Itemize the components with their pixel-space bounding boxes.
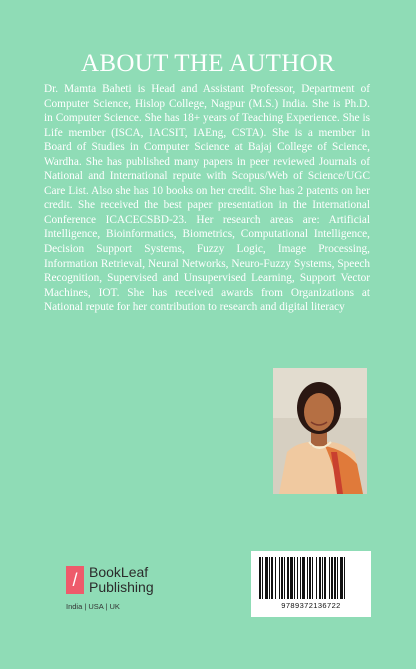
publisher-logo [66, 566, 166, 616]
barcode-icon [257, 557, 365, 599]
barcode-bar [297, 557, 298, 599]
barcode-bar [290, 557, 293, 599]
barcode-bar [262, 557, 263, 599]
barcode-bar [281, 557, 283, 599]
barcode-bar [271, 557, 273, 599]
barcode-bar [340, 557, 343, 599]
barcode-bar [279, 557, 280, 599]
publisher-name-line1: BookLeaf [89, 564, 149, 580]
barcode-bar [275, 557, 276, 599]
barcode-bar [309, 557, 311, 599]
barcode-bar [324, 557, 326, 599]
barcode-bar [312, 557, 313, 599]
bookleaf-logo-mark: / [66, 566, 84, 594]
barcode-bar [259, 557, 261, 599]
barcode-bar [329, 557, 330, 599]
author-photo [273, 368, 367, 494]
barcode-bar [322, 557, 323, 599]
author-bio: Dr. Mamta Baheti is Head and Assistant Professor, Department of Computer Science, Hislop College, Nagpur (M.S.) India. She is Ph.D. in Computer Science. She has 18+ years of Teaching Experience. She is Life member (ISCA, IACSIT, IAEng, CSTA). She is a member in Board of Studies in Computer Science at Bajaj College of Science, Wardha. She has published many papers in peer reviewed Journals of National and International repute with Scopus/Web of Science/UGC Care List. Also she has 10 books on her credit. She has 2 patents on her credit. She received the best paper presentation in the International Conference ICACECSBD-23. Her research areas are: Artificial Intelligence, Bioinformatics, Biometrics, Computational Intelligence, Decision Support Systems, Fuzzy Logic, Image Processing, Information Retrieval, Neural Networks, Neuro-Fuzzy Systems, Speech Recognition, Supervised and Unsupervised Learning, Support Vector Machines, IOT. She has received awards from Organizations at National repute for her contribution to research and digital literacy [44, 83, 370, 314]
barcode-bar [269, 557, 270, 599]
publisher-name-line2: Publishing [89, 579, 154, 595]
barcode-bar [294, 557, 295, 599]
barcode-bar [302, 557, 305, 599]
barcode-bar [316, 557, 317, 599]
barcode-bar [300, 557, 301, 599]
barcode-bar [287, 557, 289, 599]
publisher-tagline: India | USA | UK [66, 602, 120, 611]
barcode-bar [265, 557, 268, 599]
barcode-bar [331, 557, 333, 599]
isbn-number: 9789372136722 [281, 601, 341, 610]
barcode-bar [344, 557, 345, 599]
publisher-name [89, 565, 154, 595]
barcode-bar [337, 557, 338, 599]
barcode-bar [284, 557, 285, 599]
isbn-barcode [251, 551, 371, 617]
page-title: ABOUT THE AUTHOR [81, 50, 335, 77]
barcode-bar [334, 557, 336, 599]
barcode-bar [319, 557, 321, 599]
barcode-bar [307, 557, 308, 599]
